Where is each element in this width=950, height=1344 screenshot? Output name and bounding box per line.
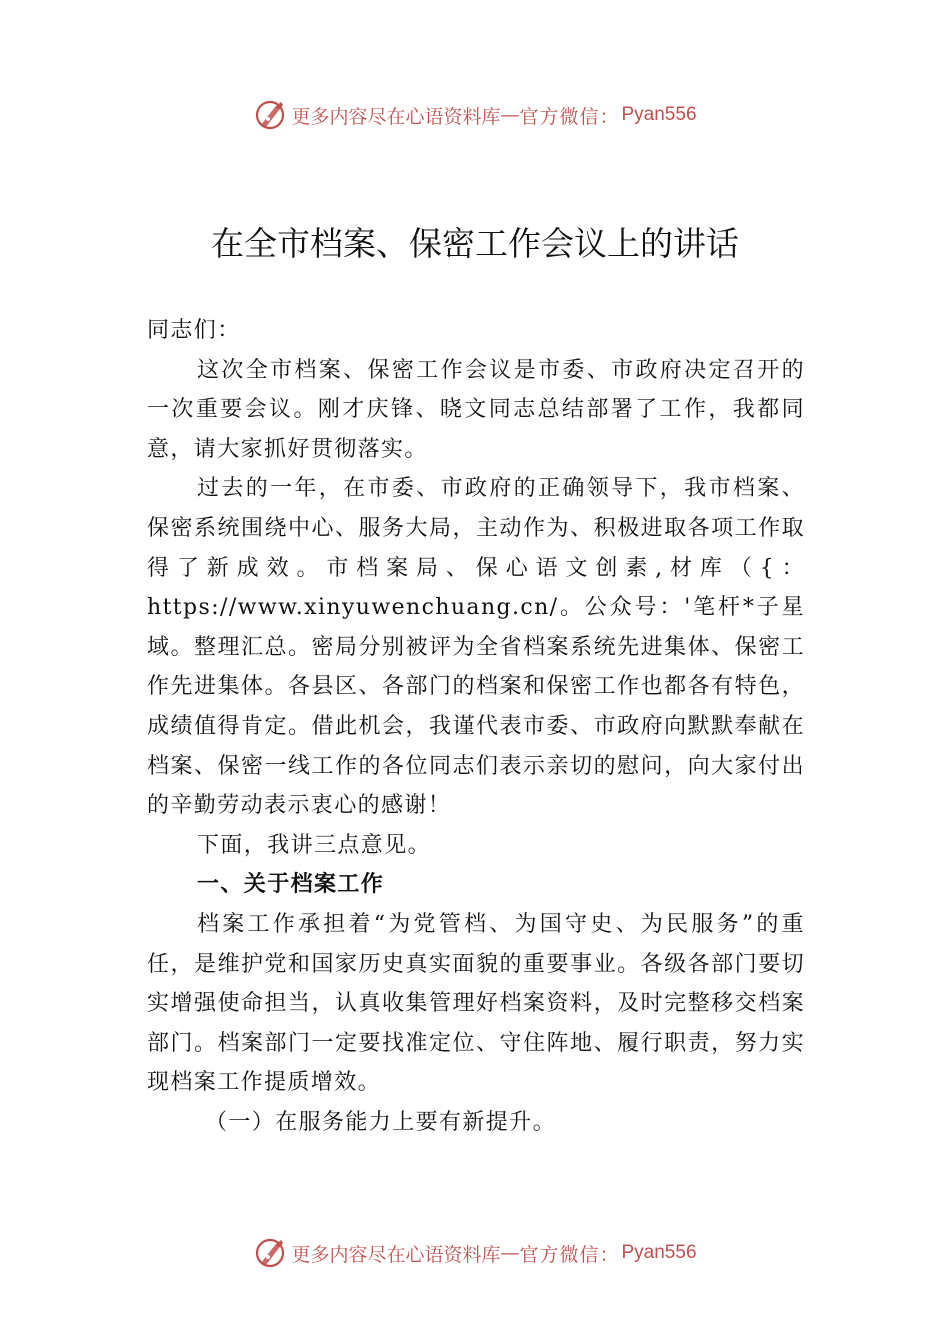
paragraph-3: 下面，我讲三点意见。 [197, 832, 432, 858]
document-body [147, 311, 805, 1142]
subheading: （一）在服务能力上要有新提升。 [205, 1109, 557, 1135]
salutation: 同志们： [147, 318, 241, 343]
watermark-wechat-id: Pyan556 [621, 1242, 697, 1263]
paragraph-1: 这次全市档案、保密工作会议是市委、市政府决定召开的一次重要会议。刚才庆锋、晓文同志总结部署了工作，我都同意，请大家抓好贯彻落实。 [147, 357, 805, 462]
watermark-wechat-id: Pyan556 [621, 104, 697, 125]
watermark-wechat-label: 官方微信： [519, 105, 620, 128]
section-heading: 一、关于档案工作 [197, 872, 385, 898]
watermark-wechat-label: 官方微信： [519, 1243, 620, 1266]
watermark-separator: — [500, 104, 520, 126]
watermark-brand: 更多内容尽在心语资料库 [291, 1243, 501, 1266]
watermark-separator: — [500, 1242, 520, 1264]
document-title: 在全市档案、保密工作会议上的讲话 [211, 224, 739, 263]
watermark-brand: 更多内容尽在心语资料库 [291, 105, 501, 128]
paragraph-2: 过去的一年，在市委、市政府的正确领导下，我市档案、保密系统围绕中心、服务大局，主动作为、积极进取各项工作取得了新成效。市档案局、保心语文创素,材库（{：https://www.xinyuwenchuang.cn/。公众号：'笔杆*子星域。整理汇总。密局分别被评为全省档案系统先进集体、保密工作先进集体。各县区、各部门的档案和保密工作也都各有特色，成绩值得肯定。借此机会，我谨代表市委、市政府向默默奉献在档案、保密一线工作的各位同志们表示亲切的慰问，向大家付出的辛勤劳动表示衷心的感谢！ [147, 476, 805, 819]
pen-nib-icon [253, 98, 287, 132]
section-paragraph: 档案工作承担着“为党管档、为国守史、为民服务”的重任，是维护党和国家历史真实面貌的重要事业。各级各部门要切实增强使命担当，认真收集管理好档案资料，及时完整移交档案部门。档案部门一定要找准定位、守住阵地、履行职责，努力实现档案工作提质增效。 [147, 911, 805, 1096]
pen-nib-icon [253, 1236, 287, 1270]
watermark-footer [0, 1233, 950, 1273]
watermark-header [0, 95, 950, 135]
